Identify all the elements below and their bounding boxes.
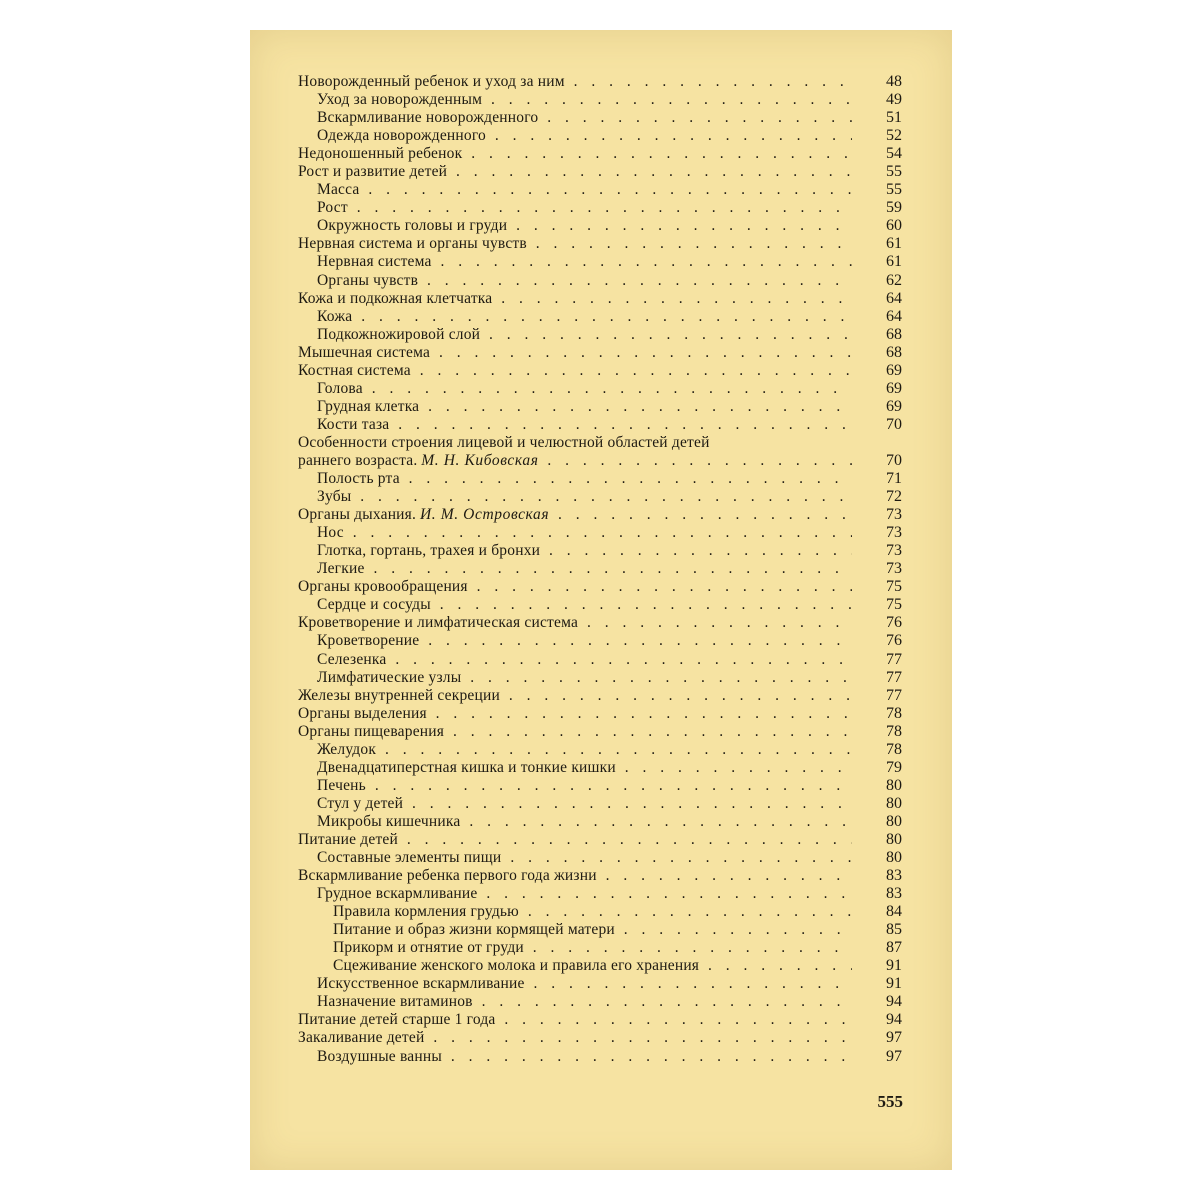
toc-entry-title: Кожа xyxy=(317,307,353,325)
toc-entry xyxy=(298,452,902,470)
toc-entry-text xyxy=(298,199,852,217)
toc-entry xyxy=(298,723,902,741)
toc-entry-page: 48 xyxy=(886,73,902,90)
toc-entry-title: Двенадцатиперстная кишка и тонкие кишки xyxy=(317,758,616,776)
toc-entry-text xyxy=(298,380,852,398)
toc-entry-text xyxy=(298,578,852,596)
toc-entry-text xyxy=(298,542,852,560)
toc-entry xyxy=(298,632,902,650)
toc-entry-title: Органы дыхания. xyxy=(298,506,417,524)
toc-entry-title: Нос xyxy=(317,524,344,542)
toc-entry-page: 69 xyxy=(886,379,902,397)
toc-entry-page: 80 xyxy=(886,776,902,794)
toc-entry-text xyxy=(298,253,852,271)
toc-entry-title: Грудная клетка xyxy=(317,397,420,415)
toc-entry-title: Желудок xyxy=(317,740,377,758)
toc-entry-page: 83 xyxy=(886,867,902,885)
toc-entry-text xyxy=(298,1048,852,1066)
toc-entry-title: Кроветворение и лимфатическая система xyxy=(298,614,579,632)
toc-entry-page: 64 xyxy=(886,307,902,325)
toc-entry-title: Вскармливание ребенка первого года жизни xyxy=(298,867,597,885)
toc-entry-title: Микробы кишечника xyxy=(317,812,461,830)
toc-entry-page: 69 xyxy=(886,361,902,379)
toc-entry-text xyxy=(298,145,852,163)
toc-entry-text xyxy=(298,127,852,145)
toc-entry xyxy=(298,831,902,849)
toc-entry-text xyxy=(298,651,852,669)
toc-entry-text xyxy=(298,434,852,452)
toc-entry-text xyxy=(298,181,852,199)
toc-entry-text xyxy=(298,73,852,91)
toc-entry-text xyxy=(298,957,852,975)
toc-entry-title: Нервная система и органы чувств xyxy=(298,235,527,253)
toc-entry-page: 62 xyxy=(886,271,902,289)
toc-entry-page: 79 xyxy=(886,758,902,776)
toc-entry-text xyxy=(298,235,852,253)
toc-entry-title: Особенности строения лицевой и челюстной областей детей xyxy=(298,433,710,451)
toc-entry-text xyxy=(298,614,852,632)
toc-entry-text xyxy=(298,867,852,885)
toc-entry xyxy=(298,651,902,669)
toc-entry xyxy=(298,1011,902,1029)
toc-entry-title: Новорожденный ребенок и уход за ним xyxy=(298,73,565,90)
toc-entry xyxy=(298,578,902,596)
toc-entry-text xyxy=(298,308,852,326)
toc-entry xyxy=(298,416,902,434)
toc-entry-title: Лимфатические узлы xyxy=(317,668,462,686)
toc-entry xyxy=(298,217,902,235)
toc-entry xyxy=(298,506,902,524)
toc-entry-title: Вскармливание новорожденного xyxy=(317,109,539,127)
toc-entry-title: Органы пищеварения xyxy=(298,722,445,740)
toc-entry-page: 87 xyxy=(886,939,902,957)
toc-entry xyxy=(298,380,902,398)
toc-entry-page: 73 xyxy=(886,524,902,542)
toc-entry-page: 77 xyxy=(886,686,902,704)
toc-entry-title: Селезенка xyxy=(317,650,387,668)
toc-entry-text xyxy=(298,344,852,362)
toc-entry-title: Кости таза xyxy=(317,415,390,433)
toc-entry xyxy=(298,903,902,921)
toc-entry-title: Искусственное вскармливание xyxy=(317,975,525,993)
toc-entry-title: Кожа и подкожная клетчатка xyxy=(298,289,493,307)
toc-entry-title: Закаливание детей xyxy=(298,1029,425,1047)
toc-entry-text xyxy=(298,163,852,181)
toc-entry xyxy=(298,199,902,217)
toc-entry-title: Стул у детей xyxy=(317,794,404,812)
toc-entry-page: 73 xyxy=(886,560,902,578)
toc-entry xyxy=(298,253,902,271)
toc-entry-title: Голова xyxy=(317,379,363,397)
toc-entry xyxy=(298,596,902,614)
toc-entry-text xyxy=(298,524,852,542)
toc-entry-text xyxy=(298,91,852,109)
toc-entry-title: Зубы xyxy=(317,488,352,506)
toc-entry xyxy=(298,669,902,687)
toc-entry-text xyxy=(298,723,852,741)
toc-entry xyxy=(298,885,902,903)
toc-entry xyxy=(298,181,902,199)
toc-entry-title: раннего возраста. xyxy=(298,451,418,469)
toc-entry-page: 68 xyxy=(886,325,902,343)
toc-entry-title: Одежда новорожденного xyxy=(317,127,486,145)
toc-entry xyxy=(298,398,902,416)
toc-entry xyxy=(298,975,902,993)
toc-entry xyxy=(298,993,902,1011)
toc-entry-text xyxy=(298,326,852,344)
toc-entry-page: 76 xyxy=(886,632,902,650)
toc-entry-page: 73 xyxy=(886,542,902,560)
toc-entry-text xyxy=(298,488,852,506)
toc-entry xyxy=(298,741,902,759)
toc-entry xyxy=(298,524,902,542)
toc-entry-text xyxy=(298,109,852,127)
toc-entry-text xyxy=(298,795,852,813)
toc-entry-page: 73 xyxy=(886,506,902,524)
toc-entry xyxy=(298,921,902,939)
toc-entry-page: 69 xyxy=(886,397,902,415)
toc-entry xyxy=(298,1048,902,1066)
toc-entry-title: Полость рта xyxy=(317,470,400,488)
toc-entry-text xyxy=(298,416,852,434)
toc-entry-page: 52 xyxy=(886,127,902,145)
toc-entry-title: Рост и развитие детей xyxy=(298,163,448,181)
toc-entry xyxy=(298,109,902,127)
toc-entry-text xyxy=(298,596,852,614)
toc-entry-text xyxy=(298,975,852,993)
toc-entry-title: Масса xyxy=(317,181,360,199)
toc-entry xyxy=(298,795,902,813)
toc-entry-title: Рост xyxy=(317,199,348,217)
toc-entry-page: 59 xyxy=(886,199,902,217)
book-page xyxy=(250,30,952,1170)
toc-entry xyxy=(298,813,902,831)
toc-entry-page: 55 xyxy=(886,181,902,199)
toc-entry-title: Кроветворение xyxy=(317,632,420,650)
toc-entry-page: 97 xyxy=(886,1047,902,1065)
toc-entry xyxy=(298,163,902,181)
toc-entry-text xyxy=(298,939,852,957)
toc-entry-text xyxy=(298,1029,852,1047)
toc-entry-page: 61 xyxy=(886,235,902,253)
toc-entry-title: Костная система xyxy=(298,361,411,379)
toc-entry-text xyxy=(298,669,852,687)
toc-entry-text xyxy=(298,1011,852,1029)
toc-entry-page: 91 xyxy=(886,957,902,975)
toc-entry-title: Питание детей xyxy=(298,830,398,848)
toc-entry xyxy=(298,705,902,723)
toc-entry-page: 72 xyxy=(886,488,902,506)
toc-entry-page: 70 xyxy=(886,451,902,469)
toc-entry-text xyxy=(298,903,852,921)
toc-entry-title: Органы кровообращения xyxy=(298,578,468,596)
toc-entry-page: 80 xyxy=(886,849,902,867)
toc-entry-page: 64 xyxy=(886,289,902,307)
toc-entry xyxy=(298,560,902,578)
toc-entry xyxy=(298,867,902,885)
toc-entry-page: 78 xyxy=(886,740,902,758)
toc-entry-text xyxy=(298,470,852,488)
toc-entry-page: 49 xyxy=(886,91,902,109)
toc-entry-text xyxy=(298,813,852,831)
toc-entry-page: 51 xyxy=(886,109,902,127)
toc-entry-page: 97 xyxy=(886,1029,902,1047)
toc-entry-title: Уход за новорожденным xyxy=(317,91,483,109)
toc-entry-title: Сцеживание женского молока и правила его хранения xyxy=(333,957,700,975)
toc-entry-text xyxy=(298,885,852,903)
toc-entry xyxy=(298,777,902,795)
toc-entry xyxy=(298,759,902,777)
toc-entry-page: 94 xyxy=(886,993,902,1011)
toc-entry-text xyxy=(298,759,852,777)
toc-entry xyxy=(298,344,902,362)
toc-entry xyxy=(298,272,902,290)
toc-entry-page: 75 xyxy=(886,578,902,596)
toc-entry-text xyxy=(298,290,852,308)
toc-entry-page: 70 xyxy=(886,415,902,433)
toc-entry-page: 76 xyxy=(886,614,902,632)
toc-entry-title: Нервная система xyxy=(317,253,432,271)
toc-entry-page: 77 xyxy=(886,668,902,686)
toc-entry-text xyxy=(298,705,852,723)
toc-entry xyxy=(298,470,902,488)
toc-entry xyxy=(298,235,902,253)
toc-entry-title: Грудное вскармливание xyxy=(317,885,478,903)
toc-entry-title: Подкожножировой слой xyxy=(317,325,481,343)
toc-entry-page: 80 xyxy=(886,794,902,812)
toc-entry xyxy=(298,290,902,308)
toc-entry-title: Легкие xyxy=(317,560,365,578)
toc-entry-page: 78 xyxy=(886,722,902,740)
toc-entry-author: М. Н. Кибовская xyxy=(421,451,539,469)
toc-entry xyxy=(298,326,902,344)
toc-entry-page: 91 xyxy=(886,975,902,993)
toc-entry xyxy=(298,91,902,109)
toc-entry xyxy=(298,308,902,326)
toc-entry-text xyxy=(298,777,852,795)
toc-entry xyxy=(298,1029,902,1047)
toc-entry-title: Печень xyxy=(317,776,366,794)
toc-entry xyxy=(298,434,902,452)
toc-entry-title: Прикорм и отнятие от груди xyxy=(333,939,524,957)
toc-entry-title: Воздушные ванны xyxy=(317,1047,442,1065)
toc-entry xyxy=(298,362,902,380)
toc-entry-title: Мышечная система xyxy=(298,343,431,361)
toc-entry xyxy=(298,849,902,867)
toc-entry xyxy=(298,614,902,632)
toc-entry-title: Правила кормления грудью xyxy=(333,903,519,921)
toc-entry-text xyxy=(298,921,852,939)
toc-entry-text xyxy=(298,362,852,380)
toc-entry xyxy=(298,957,902,975)
toc-entry-page: 85 xyxy=(886,921,902,939)
toc-entry-title: Питание и образ жизни кормящей матери xyxy=(333,921,615,939)
toc-entry-text xyxy=(298,506,852,524)
toc-entry-text xyxy=(298,452,852,470)
toc-entry-text xyxy=(298,560,852,578)
toc-entry-text xyxy=(298,272,852,290)
toc-entry-page: 75 xyxy=(886,596,902,614)
toc-entry-page: 54 xyxy=(886,145,902,163)
toc-entry-page: 83 xyxy=(886,885,902,903)
toc-entry-text xyxy=(298,831,852,849)
toc-entry-page: 78 xyxy=(886,704,902,722)
toc-entry-title: Составные элементы пищи xyxy=(317,849,502,867)
toc-entry xyxy=(298,939,902,957)
toc-entry xyxy=(298,687,902,705)
toc-entry-page: 68 xyxy=(886,343,902,361)
toc-entry-title: Недоношенный ребенок xyxy=(298,145,463,163)
toc-entry-page: 80 xyxy=(886,812,902,830)
toc-entry-text xyxy=(298,993,852,1011)
toc-entry-page: 80 xyxy=(886,830,902,848)
toc-entry-text xyxy=(298,741,852,759)
toc-entry-text xyxy=(298,217,852,235)
toc-entry xyxy=(298,542,902,560)
toc-entry-page: 60 xyxy=(886,217,902,235)
toc-entry-text xyxy=(298,632,852,650)
toc-entry xyxy=(298,145,902,163)
toc-entry-page: 77 xyxy=(886,650,902,668)
toc-entry-text xyxy=(298,687,852,705)
toc-entry-page: 84 xyxy=(886,903,902,921)
toc-entry-text xyxy=(298,849,852,867)
page-number: 555 xyxy=(877,1092,903,1111)
toc-entry xyxy=(298,488,902,506)
toc-entry-page: 55 xyxy=(886,163,902,181)
toc-entry-title: Назначение витаминов xyxy=(317,993,473,1011)
toc-entry-title: Железы внутренней секреции xyxy=(298,686,500,704)
toc-entry-author: И. М. Островская xyxy=(419,506,550,524)
toc-entry-text xyxy=(298,398,852,416)
toc-entry-title: Органы выделения xyxy=(298,704,427,722)
toc-entry-title: Окружность головы и груди xyxy=(317,217,508,235)
toc-entry xyxy=(298,73,902,91)
toc-entry xyxy=(298,127,902,145)
table-of-contents xyxy=(298,73,902,1066)
toc-entry-title: Глотка, гортань, трахея и бронхи xyxy=(317,542,541,560)
toc-entry-page: 94 xyxy=(886,1011,902,1029)
toc-entry-page: 71 xyxy=(886,470,902,488)
toc-entry-title: Органы чувств xyxy=(317,271,419,289)
toc-entry-page: 61 xyxy=(886,253,902,271)
toc-entry-title: Питание детей старше 1 года xyxy=(298,1011,496,1029)
toc-entry-title: Сердце и сосуды xyxy=(317,596,431,614)
